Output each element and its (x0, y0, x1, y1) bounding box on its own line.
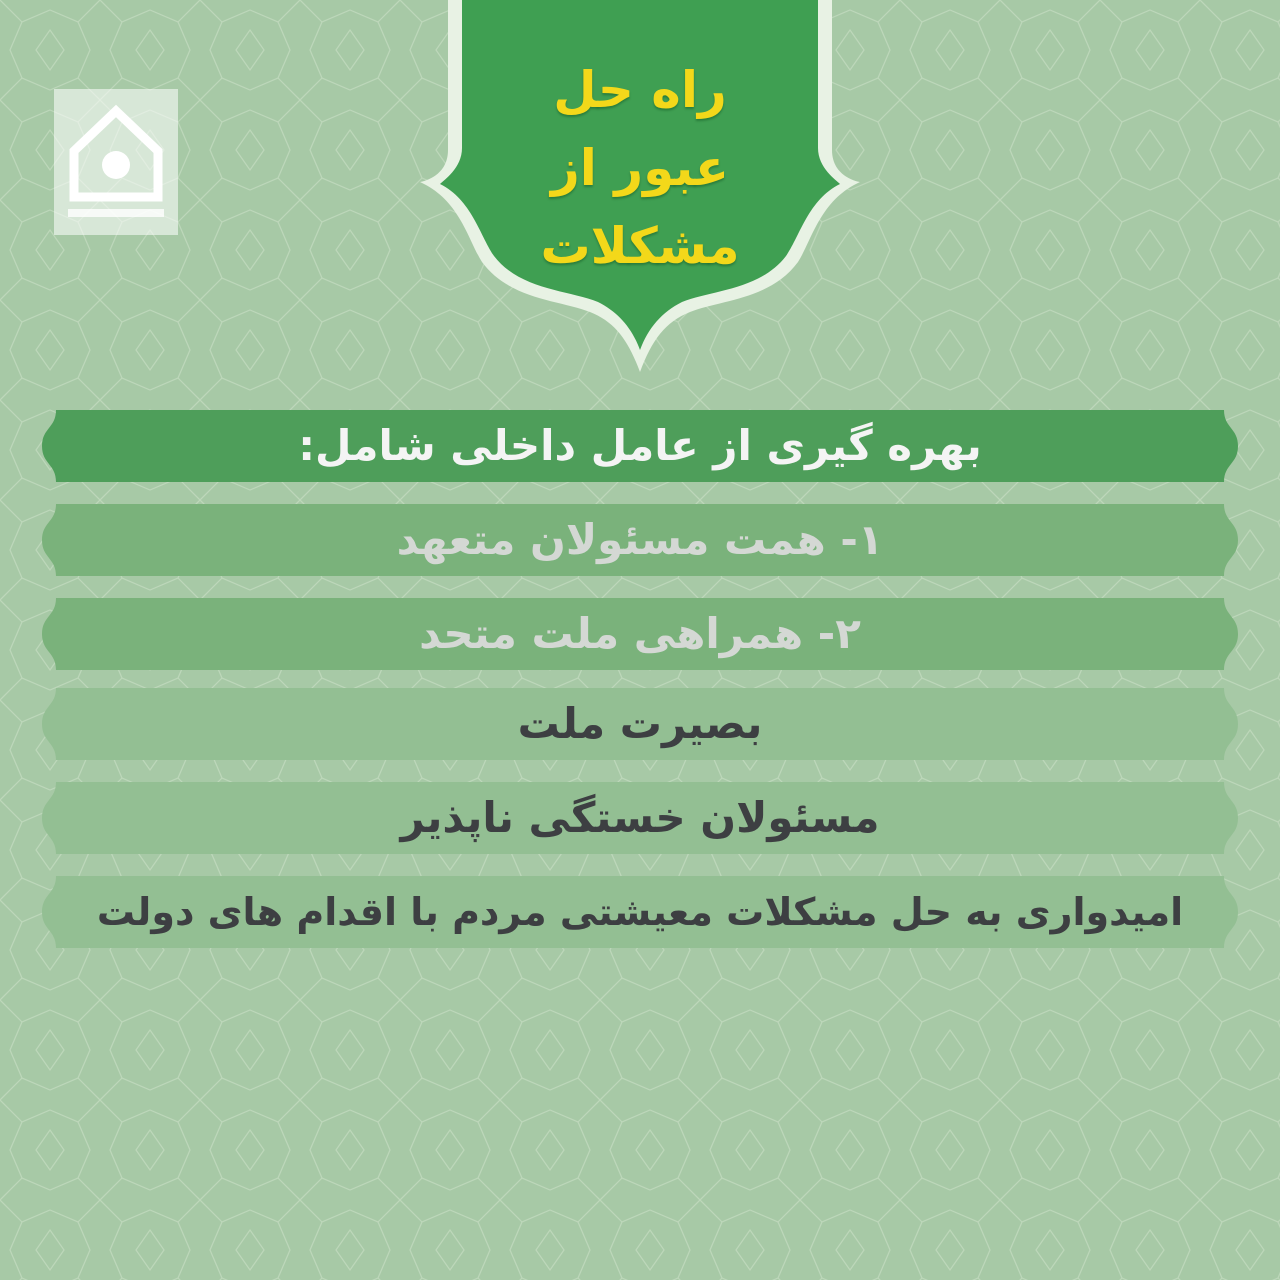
bar-header (42, 410, 1238, 482)
bar-item-3-text: بصیرت ملت (517, 699, 763, 748)
title-line-3: مشکلات (540, 217, 740, 275)
title-line-1: راه حل (553, 61, 727, 119)
bar-header-text: بهره گیری از عامل داخلی شامل: (298, 421, 982, 470)
bar-item-2-text: ۲- همراهی ملت متحد (419, 609, 861, 658)
bar-item-4-text: مسئولان خستگی ناپذیر (400, 793, 880, 842)
bar-item-5-text: امیدواری به حل مشکلات معیشتی مردم با اقدام های دولت (96, 890, 1184, 934)
bar-item-2 (42, 598, 1238, 670)
logo (54, 89, 178, 235)
bar-item-1-text: ۱- همت مسئولان متعهد (396, 515, 884, 564)
bar-item-3 (42, 688, 1238, 760)
bar-item-5 (42, 876, 1238, 948)
bar-item-1 (42, 504, 1238, 576)
bar-item-4 (42, 782, 1238, 854)
title-line-2: عبور از (550, 139, 730, 197)
